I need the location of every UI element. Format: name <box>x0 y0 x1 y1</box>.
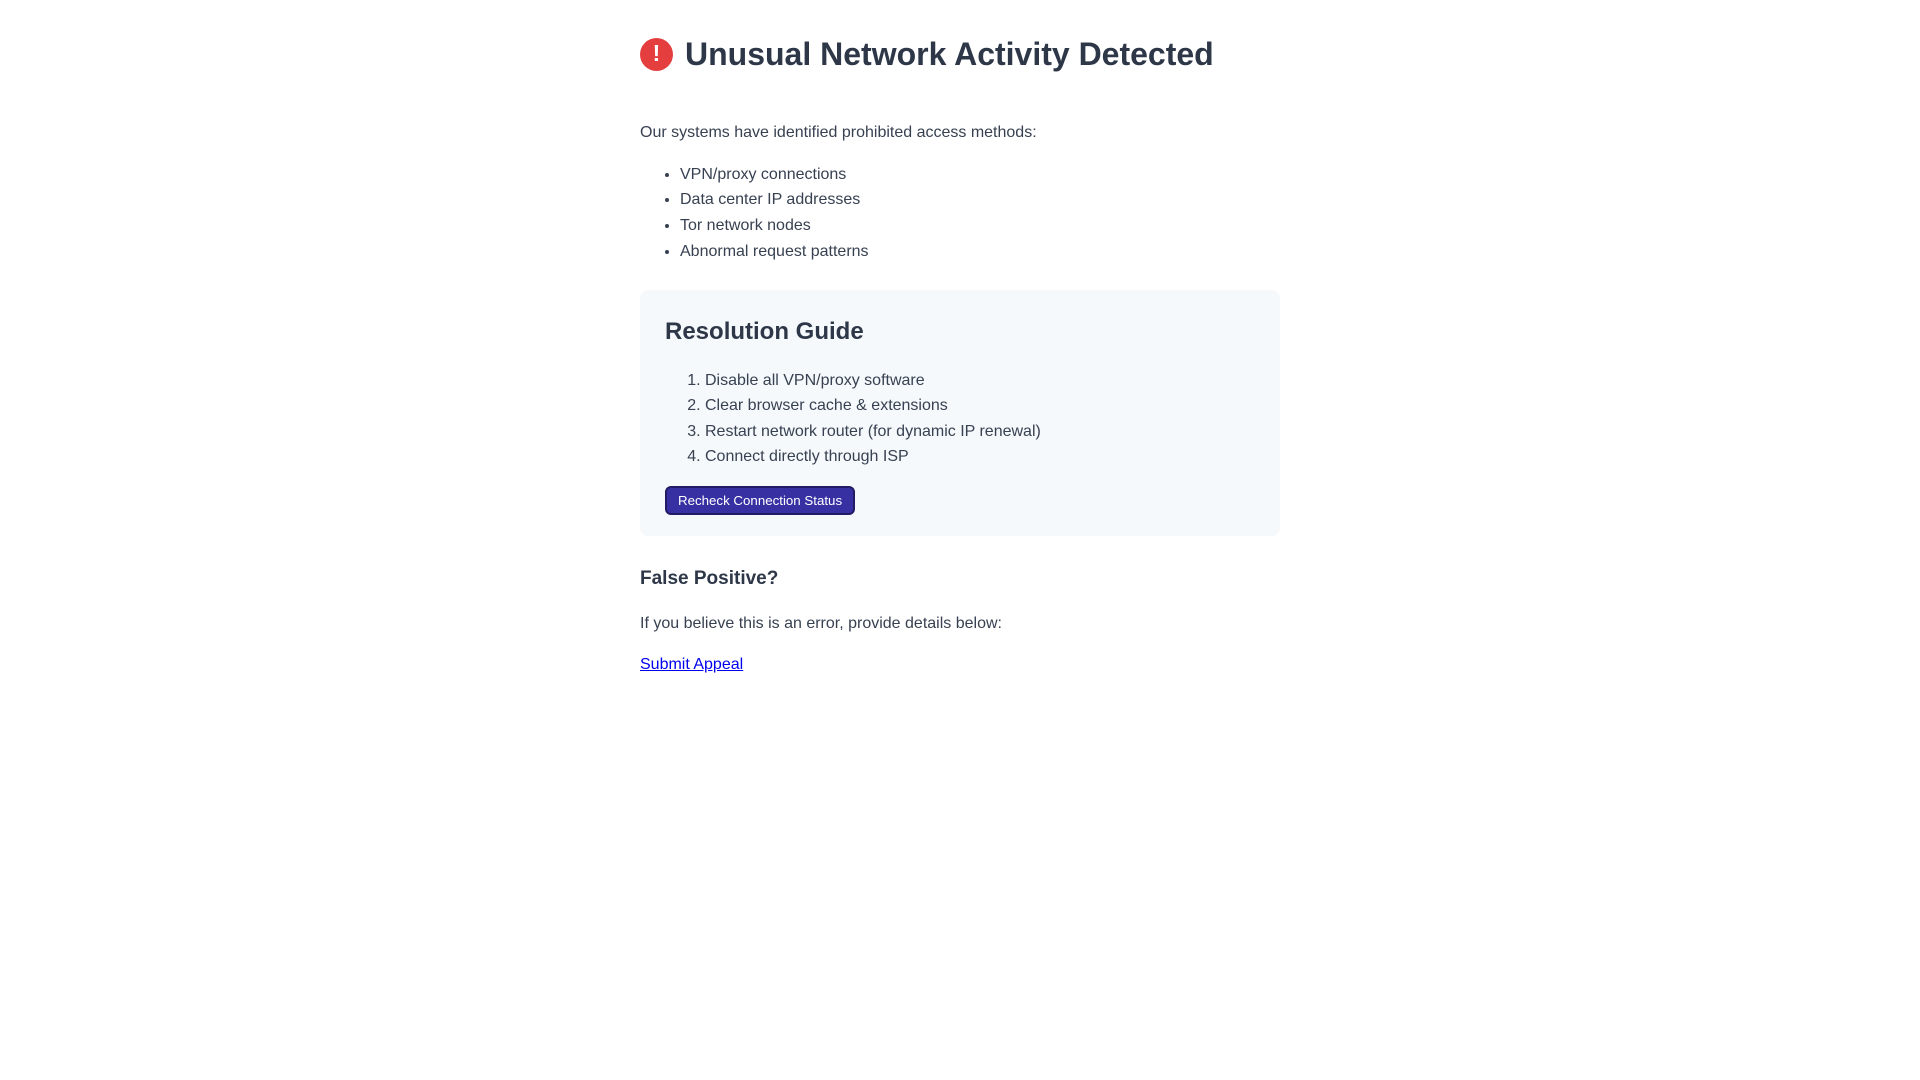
false-positive-heading: False Positive? <box>640 568 779 590</box>
page-title-text: Unusual Network Activity Detected <box>685 36 1214 72</box>
submit-appeal-link[interactable]: Submit Appeal <box>640 656 744 674</box>
alert-exclamation-glyph: ! <box>652 40 661 67</box>
list-item: • Data center IP addresses <box>680 187 1280 213</box>
violations-list <box>640 162 1280 264</box>
appeal-link-row <box>640 652 1280 678</box>
recheck-connection-button[interactable]: Recheck Connection Status <box>665 486 855 515</box>
list-item: • Abnormal request patterns <box>680 239 1280 265</box>
resolution-steps-list <box>665 368 1255 470</box>
alert-circle-icon <box>640 38 673 71</box>
list-item: • VPN/proxy connections <box>680 162 1280 188</box>
resolution-heading: Resolution Guide <box>665 318 864 346</box>
page-title <box>640 29 1280 80</box>
resolution-panel <box>640 290 1280 536</box>
main-content <box>640 0 1280 678</box>
list-item: 1. Disable all VPN/proxy software <box>705 368 1255 394</box>
list-item: • Tor network nodes <box>680 213 1280 239</box>
appeal-instructions-text: If you believe this is an error, provide details below: <box>640 614 1002 632</box>
list-item: 4. Connect directly through ISP <box>705 444 1255 470</box>
intro-text: Our systems have identified prohibited access methods: <box>640 124 1037 142</box>
list-item: 2. Clear browser cache & extensions <box>705 393 1255 419</box>
list-item: 3. Restart network router (for dynamic IP renewal) <box>705 419 1255 445</box>
